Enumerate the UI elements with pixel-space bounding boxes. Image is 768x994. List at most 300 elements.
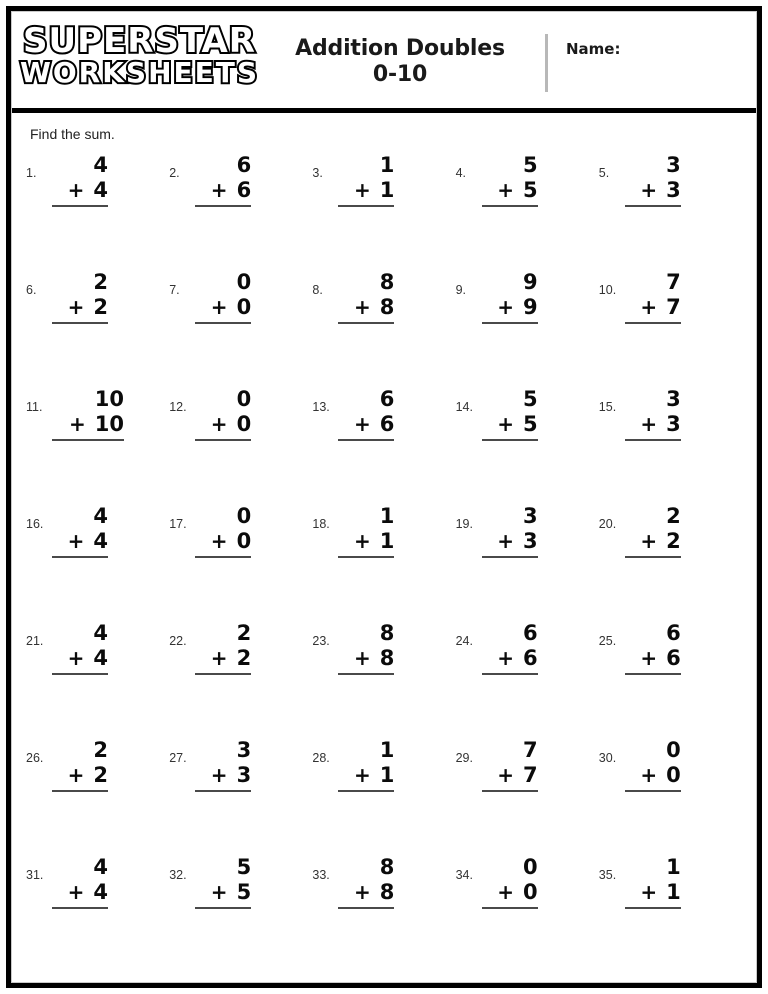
vertical-addition — [625, 856, 681, 909]
problem-number: 31. — [26, 868, 44, 882]
problem-14[interactable] — [456, 382, 599, 499]
second-addend: 4 — [93, 528, 108, 553]
second-addend-row — [338, 179, 394, 203]
first-addend-row — [338, 271, 394, 295]
problem-number: 10. — [598, 283, 617, 297]
answer-line[interactable] — [195, 439, 251, 441]
plus-operator-icon: + — [640, 879, 658, 904]
answer-line[interactable] — [338, 556, 394, 558]
second-addend-row — [338, 764, 394, 788]
plus-operator-icon: + — [640, 177, 658, 202]
problem-number: 13. — [312, 400, 330, 414]
second-addend: 10 — [94, 411, 124, 436]
second-addend: 6 — [379, 411, 395, 436]
second-addend: 5 — [522, 411, 538, 436]
problem-number: 30. — [598, 751, 617, 765]
second-addend-row — [52, 764, 108, 788]
answer-line[interactable] — [625, 439, 681, 441]
vertical-addition — [195, 388, 251, 441]
second-addend-row — [52, 296, 108, 320]
plus-operator-icon: + — [497, 411, 514, 436]
answer-line[interactable] — [625, 907, 681, 909]
second-addend-row — [482, 764, 538, 788]
problem-8[interactable] — [312, 265, 455, 382]
first-addend: 4 — [93, 504, 108, 528]
vertical-addition — [482, 739, 538, 792]
first-addend-row — [625, 505, 681, 529]
vertical-addition — [195, 271, 251, 324]
problem-10[interactable] — [599, 265, 742, 382]
second-addend-row — [625, 179, 681, 203]
second-addend-row — [482, 413, 538, 437]
first-addend-row — [338, 154, 394, 178]
second-addend-row — [482, 179, 538, 203]
answer-line[interactable] — [625, 556, 681, 558]
first-addend-row — [625, 622, 681, 646]
problem-number: 25. — [598, 634, 617, 648]
first-addend-row — [625, 856, 681, 880]
second-addend: 0 — [236, 294, 252, 319]
problem-13[interactable] — [312, 382, 455, 499]
plus-operator-icon: + — [640, 294, 658, 319]
answer-line[interactable] — [338, 439, 394, 441]
problem-35[interactable] — [599, 850, 742, 967]
problem-26[interactable] — [26, 733, 169, 850]
first-addend: 0 — [522, 855, 538, 879]
second-addend-row — [625, 764, 681, 788]
problem-21[interactable] — [26, 616, 169, 733]
first-addend: 7 — [522, 738, 538, 762]
first-addend-row — [482, 505, 538, 529]
problem-number: 2. — [169, 166, 180, 180]
vertical-addition — [338, 388, 394, 441]
answer-line[interactable] — [338, 322, 394, 324]
problem-29[interactable] — [456, 733, 599, 850]
vertical-addition — [625, 739, 681, 792]
problem-32[interactable] — [169, 850, 312, 967]
vertical-addition — [482, 154, 538, 207]
problem-number: 22. — [169, 634, 187, 648]
first-addend: 0 — [236, 504, 252, 528]
answer-line[interactable] — [52, 322, 108, 324]
vertical-addition — [195, 856, 251, 909]
first-addend: 8 — [379, 270, 395, 294]
first-addend-row — [625, 739, 681, 763]
first-addend-row — [52, 154, 108, 178]
first-addend-row — [52, 739, 108, 763]
problem-number: 14. — [455, 400, 473, 414]
second-addend-row — [625, 647, 681, 671]
plus-operator-icon: + — [497, 762, 514, 787]
plus-operator-icon: + — [210, 294, 228, 319]
problem-number: 7. — [169, 283, 180, 297]
problem-28[interactable] — [312, 733, 455, 850]
vertical-addition — [52, 622, 108, 675]
second-addend-row — [625, 413, 681, 437]
problem-7[interactable] — [169, 265, 312, 382]
second-addend: 4 — [93, 645, 108, 670]
second-addend: 7 — [522, 762, 538, 787]
vertical-addition — [338, 739, 394, 792]
second-addend: 0 — [236, 411, 252, 436]
first-addend-row — [195, 154, 251, 178]
vertical-addition — [482, 505, 538, 558]
first-addend: 2 — [666, 504, 681, 528]
second-addend: 2 — [236, 645, 252, 670]
problem-number: 9. — [455, 283, 467, 297]
plus-operator-icon: + — [67, 762, 85, 787]
worksheet-body — [12, 113, 756, 982]
answer-line[interactable] — [52, 556, 108, 558]
second-addend: 3 — [666, 177, 681, 202]
second-addend-row — [482, 881, 538, 905]
answer-line[interactable] — [195, 205, 251, 207]
instruction-text: Find the sum. — [30, 126, 115, 142]
vertical-addition — [338, 505, 394, 558]
vertical-addition — [195, 154, 251, 207]
first-addend-row — [482, 271, 538, 295]
first-addend: 1 — [666, 855, 681, 879]
problem-number: 34. — [455, 868, 473, 882]
page-inner-frame — [11, 11, 757, 983]
problem-16[interactable] — [26, 499, 169, 616]
problem-number: 8. — [312, 283, 323, 297]
second-addend-row — [195, 647, 251, 671]
second-addend: 4 — [93, 177, 108, 202]
first-addend-row — [52, 505, 108, 529]
first-addend-row — [338, 739, 394, 763]
answer-line[interactable] — [482, 205, 538, 207]
problem-5[interactable] — [599, 148, 742, 265]
first-addend: 5 — [522, 153, 538, 177]
first-addend-row — [482, 856, 538, 880]
plus-operator-icon: + — [210, 177, 228, 202]
problem-6[interactable] — [26, 265, 169, 382]
first-addend-row — [195, 856, 251, 880]
second-addend: 2 — [666, 528, 681, 553]
problem-17[interactable] — [169, 499, 312, 616]
first-addend-row — [482, 739, 538, 763]
second-addend-row — [482, 296, 538, 320]
answer-line[interactable] — [625, 673, 681, 675]
answer-line[interactable] — [195, 322, 251, 324]
first-addend: 3 — [666, 387, 681, 411]
problem-number: 29. — [455, 751, 473, 765]
first-addend-row — [195, 388, 251, 412]
problem-number: 19. — [455, 517, 473, 531]
first-addend-row — [482, 388, 538, 412]
second-addend: 6 — [666, 645, 681, 670]
plus-operator-icon: + — [210, 762, 228, 787]
second-addend-row — [195, 296, 251, 320]
first-addend: 10 — [94, 387, 124, 411]
answer-line[interactable] — [625, 205, 681, 207]
vertical-addition — [338, 271, 394, 324]
second-addend-row — [52, 881, 108, 905]
problem-12[interactable] — [169, 382, 312, 499]
answer-line[interactable] — [482, 673, 538, 675]
second-addend-row — [625, 881, 681, 905]
first-addend: 6 — [379, 387, 395, 411]
plus-operator-icon: + — [67, 177, 85, 202]
second-addend: 6 — [522, 645, 538, 670]
second-addend-row — [338, 647, 394, 671]
plus-operator-icon: + — [354, 411, 371, 436]
answer-line[interactable] — [625, 322, 681, 324]
answer-line[interactable] — [338, 673, 394, 675]
worksheet-title — [255, 24, 545, 88]
problem-number: 18. — [312, 517, 330, 531]
problem-number: 1. — [26, 166, 37, 180]
first-addend-row — [482, 622, 538, 646]
answer-line[interactable] — [52, 673, 108, 675]
second-addend-row — [52, 413, 124, 437]
problem-2[interactable] — [169, 148, 312, 265]
second-addend: 7 — [666, 294, 681, 319]
answer-line[interactable] — [52, 790, 108, 792]
answer-line[interactable] — [482, 790, 538, 792]
second-addend-row — [195, 413, 251, 437]
second-addend-row — [338, 413, 394, 437]
answer-line[interactable] — [482, 439, 538, 441]
problem-number: 4. — [455, 166, 467, 180]
second-addend-row — [52, 179, 108, 203]
problem-34[interactable] — [456, 850, 599, 967]
second-addend-row — [195, 530, 251, 554]
first-addend: 1 — [379, 504, 395, 528]
plus-operator-icon: + — [67, 294, 85, 319]
first-addend: 4 — [93, 855, 108, 879]
second-addend: 1 — [379, 528, 395, 553]
problem-27[interactable] — [169, 733, 312, 850]
first-addend: 2 — [93, 738, 108, 762]
plus-operator-icon: + — [354, 528, 371, 553]
first-addend: 7 — [666, 270, 681, 294]
vertical-addition — [52, 154, 108, 207]
second-addend-row — [625, 530, 681, 554]
plus-operator-icon: + — [210, 411, 228, 436]
plus-operator-icon: + — [69, 411, 86, 436]
first-addend-row — [195, 739, 251, 763]
second-addend: 3 — [666, 411, 681, 436]
second-addend-row — [52, 530, 108, 554]
answer-line[interactable] — [338, 907, 394, 909]
first-addend-row — [52, 856, 108, 880]
plus-operator-icon: + — [497, 645, 514, 670]
second-addend: 6 — [236, 177, 252, 202]
problem-18[interactable] — [312, 499, 455, 616]
vertical-addition — [625, 388, 681, 441]
problem-33[interactable] — [312, 850, 455, 967]
plus-operator-icon: + — [354, 645, 371, 670]
second-addend: 1 — [379, 762, 395, 787]
plus-operator-icon: + — [67, 879, 85, 904]
second-addend-row — [338, 881, 394, 905]
problem-4[interactable] — [456, 148, 599, 265]
plus-operator-icon: + — [67, 645, 85, 670]
plus-operator-icon: + — [210, 645, 228, 670]
name-label: Name: — [566, 40, 621, 58]
second-addend-row — [338, 530, 394, 554]
plus-operator-icon: + — [354, 762, 371, 787]
second-addend: 5 — [522, 177, 538, 202]
problem-23[interactable] — [312, 616, 455, 733]
first-addend: 8 — [379, 855, 395, 879]
first-addend: 2 — [236, 621, 252, 645]
vertical-addition — [52, 271, 108, 324]
first-addend-row — [338, 388, 394, 412]
second-addend-row — [195, 881, 251, 905]
problem-1[interactable] — [26, 148, 169, 265]
first-addend-row — [195, 622, 251, 646]
worksheet-header — [12, 12, 756, 113]
problem-number: 16. — [26, 517, 44, 531]
second-addend-row — [338, 296, 394, 320]
problem-25[interactable] — [599, 616, 742, 733]
plus-operator-icon: + — [497, 879, 514, 904]
problem-number: 24. — [455, 634, 473, 648]
first-addend: 6 — [522, 621, 538, 645]
first-addend-row — [482, 154, 538, 178]
problem-number: 21. — [26, 634, 44, 648]
problem-24[interactable] — [456, 616, 599, 733]
plus-operator-icon: + — [640, 411, 658, 436]
problem-number: 32. — [169, 868, 187, 882]
page-title-line-1: Addition Doubles — [295, 36, 505, 61]
answer-line[interactable] — [625, 790, 681, 792]
name-field-area[interactable] — [548, 24, 756, 59]
first-addend: 1 — [379, 153, 395, 177]
problem-11[interactable] — [26, 382, 169, 499]
first-addend-row — [625, 271, 681, 295]
vertical-addition — [625, 505, 681, 558]
plus-operator-icon: + — [640, 645, 658, 670]
first-addend: 6 — [666, 621, 681, 645]
answer-line[interactable] — [482, 556, 538, 558]
second-addend: 8 — [379, 879, 395, 904]
first-addend: 4 — [93, 621, 108, 645]
answer-line[interactable] — [338, 790, 394, 792]
answer-line[interactable] — [195, 673, 251, 675]
problem-31[interactable] — [26, 850, 169, 967]
second-addend: 0 — [522, 879, 538, 904]
problem-number: 6. — [26, 283, 37, 297]
vertical-addition — [482, 856, 538, 909]
vertical-addition — [625, 622, 681, 675]
answer-line[interactable] — [195, 790, 251, 792]
first-addend: 2 — [93, 270, 108, 294]
second-addend: 1 — [666, 879, 681, 904]
plus-operator-icon: + — [210, 528, 228, 553]
second-addend-row — [195, 179, 251, 203]
second-addend: 3 — [236, 762, 252, 787]
plus-operator-icon: + — [497, 528, 514, 553]
plus-operator-icon: + — [67, 528, 85, 553]
first-addend-row — [625, 388, 681, 412]
first-addend-row — [52, 388, 124, 412]
answer-line[interactable] — [482, 322, 538, 324]
plus-operator-icon: + — [354, 879, 371, 904]
problem-15[interactable] — [599, 382, 742, 499]
problems-grid — [26, 148, 742, 967]
vertical-addition — [52, 388, 124, 441]
first-addend-row — [195, 505, 251, 529]
problem-30[interactable] — [599, 733, 742, 850]
problem-number: 23. — [312, 634, 330, 648]
second-addend: 1 — [379, 177, 395, 202]
logo-line-worksheets: WORKSHEETS — [19, 56, 260, 89]
first-addend: 9 — [522, 270, 538, 294]
page-border-frame — [6, 6, 762, 988]
second-addend-row — [625, 296, 681, 320]
plus-operator-icon: + — [497, 294, 514, 319]
second-addend-row — [52, 647, 108, 671]
first-addend: 1 — [379, 738, 395, 762]
problem-9[interactable] — [456, 265, 599, 382]
first-addend-row — [625, 154, 681, 178]
first-addend-row — [52, 271, 108, 295]
plus-operator-icon: + — [210, 879, 228, 904]
vertical-addition — [482, 622, 538, 675]
second-addend: 0 — [666, 762, 681, 787]
answer-line[interactable] — [52, 439, 124, 441]
problem-22[interactable] — [169, 616, 312, 733]
problem-19[interactable] — [456, 499, 599, 616]
second-addend: 8 — [379, 645, 395, 670]
vertical-addition — [482, 388, 538, 441]
plus-operator-icon: + — [640, 762, 658, 787]
vertical-addition — [52, 505, 108, 558]
vertical-addition — [625, 271, 681, 324]
problem-number: 27. — [169, 751, 187, 765]
problem-number: 17. — [169, 517, 187, 531]
problem-20[interactable] — [599, 499, 742, 616]
answer-line[interactable] — [52, 205, 108, 207]
page-title-line-2: 0-10 — [372, 61, 428, 87]
vertical-addition — [195, 739, 251, 792]
vertical-addition — [195, 622, 251, 675]
vertical-addition — [338, 154, 394, 207]
first-addend: 3 — [666, 153, 681, 177]
problem-number: 3. — [312, 166, 323, 180]
problem-number: 20. — [598, 517, 617, 531]
problem-number: 11. — [26, 400, 43, 414]
second-addend: 8 — [379, 294, 395, 319]
vertical-addition — [52, 739, 108, 792]
second-addend: 9 — [522, 294, 538, 319]
second-addend-row — [482, 530, 538, 554]
problem-number: 35. — [598, 868, 617, 882]
first-addend: 0 — [236, 270, 252, 294]
answer-line[interactable] — [195, 907, 251, 909]
second-addend: 0 — [236, 528, 252, 553]
answer-line[interactable] — [338, 205, 394, 207]
problem-number: 26. — [26, 751, 44, 765]
problem-number: 5. — [598, 166, 610, 180]
answer-line[interactable] — [195, 556, 251, 558]
first-addend-row — [338, 622, 394, 646]
answer-line[interactable] — [482, 907, 538, 909]
answer-line[interactable] — [52, 907, 108, 909]
vertical-addition — [338, 856, 394, 909]
problem-number: 15. — [598, 400, 617, 414]
problem-number: 33. — [312, 868, 330, 882]
first-addend-row — [338, 505, 394, 529]
problem-3[interactable] — [312, 148, 455, 265]
plus-operator-icon: + — [497, 177, 514, 202]
second-addend: 2 — [93, 762, 108, 787]
problem-number: 28. — [312, 751, 330, 765]
